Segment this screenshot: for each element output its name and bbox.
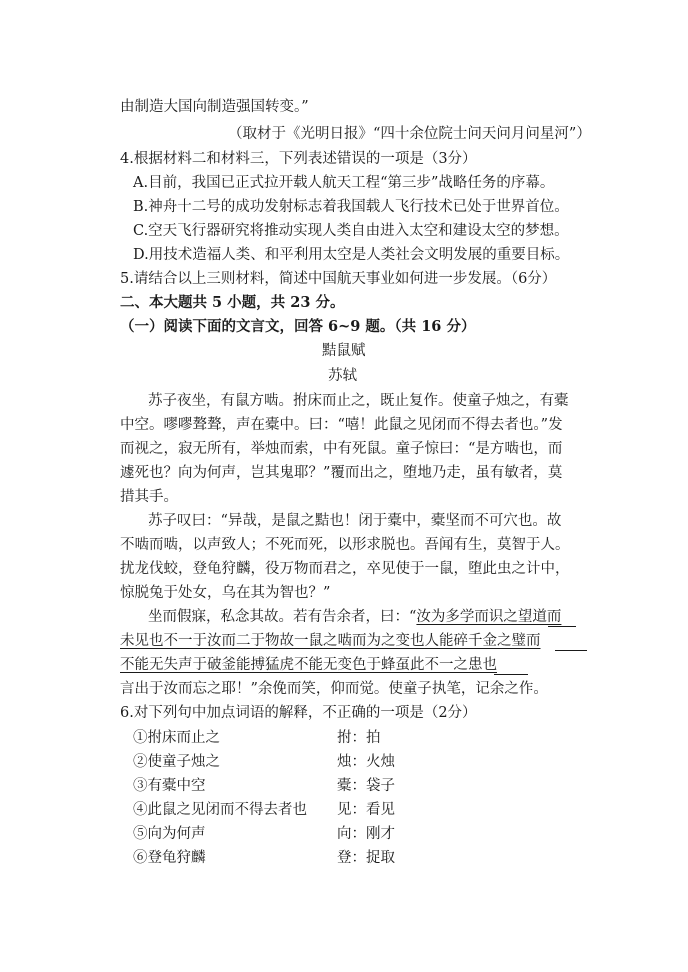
source-citation: （取材于《光明日报》“四十余位院士问天问月问星河”） [228,126,591,142]
question-4-option-d: D.用技术造福人类、和平利用太空是人类社会文明发展的重要目标。 [133,247,570,263]
question-6: 6.对下列句中加点词语的解释，不正确的一项是（2分） [120,705,477,721]
underlined-sentence-part-3: 不能无失声于破釜能搏猛虎不能无变色于蜂虿此不一之患也 [120,657,497,673]
paragraph-1-line-2: 中空。嘐嘐聱聱，声在橐中。曰：“嘻！此鼠之见闭而不得去者也。”发 [120,417,563,433]
underline-rule-1 [548,626,576,627]
option-explanation: 登：捉取 [337,850,395,866]
paragraph-1-line-3: 而视之，寂无所有，举烛而索，中有死鼠。童子惊曰：“是方啮也，而 [120,441,563,457]
question-4-option-a: A.目前，我国已正式拉开载人航天工程“第三步”战略任务的序幕。 [133,175,555,191]
passage-title: 黠鼠赋 [322,343,366,359]
underline-rule-3 [494,674,528,675]
option-explanation: 烛：火烛 [337,754,395,770]
option-explanation: 向：刚才 [337,826,395,842]
passage-author: 苏轼 [328,368,357,384]
section-2-heading: 二、本大题共 5 小题，共 23 分。 [120,294,345,311]
paragraph-3-intro: 坐而假寐，私念其故。若有告余者，曰：“ [148,609,417,625]
section-2-part-1-heading: （一）阅读下面的文言文，回答 6~9 题。（共 16 分） [120,318,476,335]
paragraph-3-line-1 [148,607,561,627]
question-4: 4.根据材料二和材料三，下列表述错误的一项是（3分） [120,151,477,167]
paragraph-2-line-1: 苏子叹曰：“异哉，是鼠之黠也！闭于橐中，橐坚而不可穴也。故 [148,513,562,529]
paragraph-2-line-4: 惊脱兔于处女，乌在其为智也？” [120,585,331,601]
option-sentence: ②使童子烛之 [133,754,220,770]
option-explanation: 见：看见 [337,802,395,818]
option-sentence: ⑤向为何声 [133,826,206,842]
option-sentence: ①拊床而止之 [133,730,220,746]
question-5: 5.请结合以上三则材料，简述中国航天事业如何进一步发展。（6分） [120,271,557,287]
passage-end-line: 由制造大国向制造强国转变。” [120,99,309,115]
paragraph-1-line-5: 措其手。 [120,489,178,505]
option-sentence: ④此鼠之见闭而不得去者也 [133,802,307,818]
question-4-option-c: C.空天飞行器研究将推动实现人类自由进入太空和建设太空的梦想。 [133,223,569,239]
question-4-option-b: B.神舟十二号的成功发射标志着我国载人飞行技术已处于世界首位。 [133,199,569,215]
option-explanation: 拊：拍 [337,730,381,746]
paragraph-2-line-3: 扰龙伐蛟，登龟狩麟，役万物而君之，卒见使于一鼠，堕此虫之计中， [120,561,570,577]
underlined-sentence-part-2: 未见也不一于汝而二于物故一鼠之啮而为之变也人能碎千金之璧而 [120,633,541,649]
underlined-sentence-part-1: 汝为多学而识之望道而 [416,609,562,625]
option-sentence: ③有橐中空 [133,778,206,794]
paragraph-1-line-4: 遽死也？向为何声，岂其鬼耶？”覆而出之，堕地乃走，虽有敏者，莫 [120,465,563,481]
option-explanation: 橐：袋子 [337,778,395,794]
option-sentence: ⑥登龟狩麟 [133,850,206,866]
paragraph-2-line-2: 不啮而啮，以声致人；不死而死，以形求脱也。吾闻有生，莫智于人。 [120,537,570,553]
underline-rule-2 [555,650,587,651]
paragraph-3-line-4: 言出于汝而忘之耶！”余俛而笑，仰而觉。使童子执笔，记余之作。 [120,681,548,697]
paragraph-1-line-1: 苏子夜坐，有鼠方啮。拊床而止之，既止复作。使童子烛之，有橐 [148,393,569,409]
